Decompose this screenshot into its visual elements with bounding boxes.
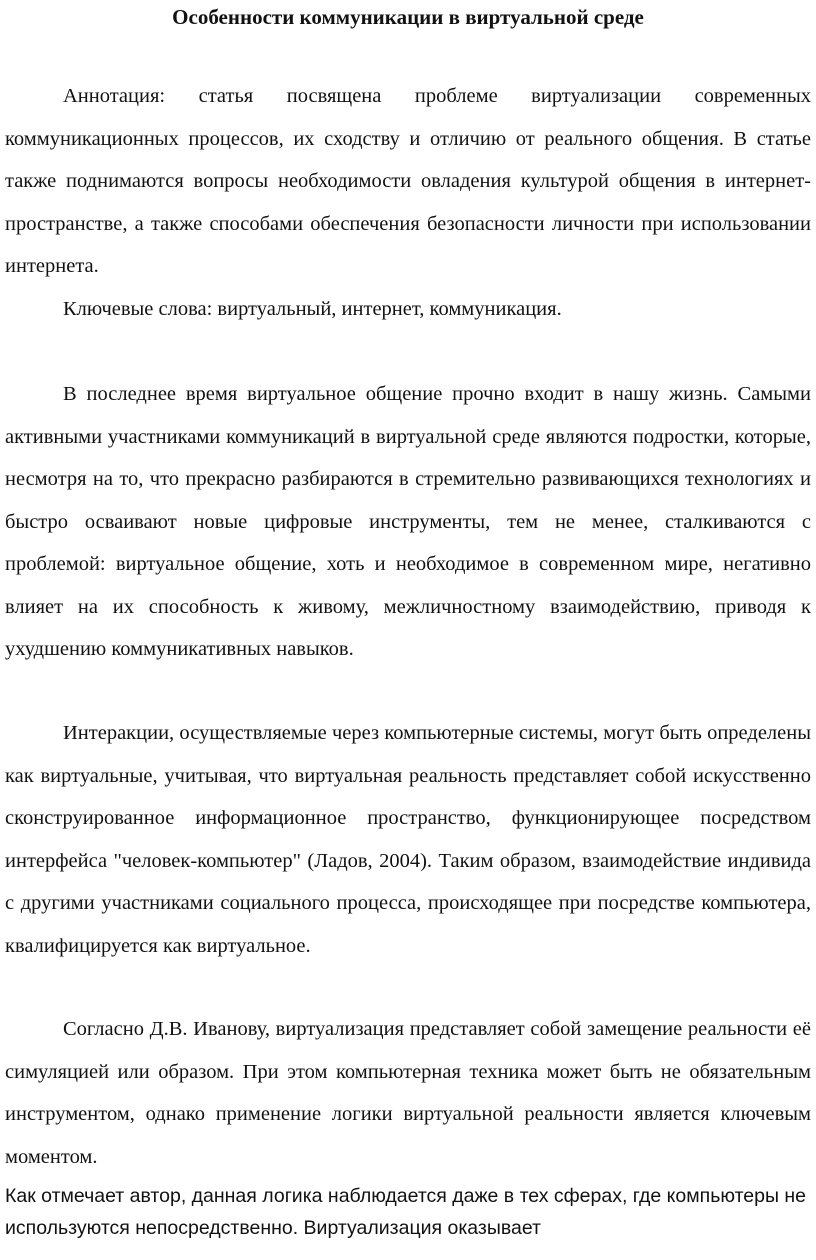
body-paragraph-2: Интеракции, осуществляемые через компьютерные системы, могут быть определены как виртуальные, учитывая, что виртуальная реальность представляет собой искусственно сконструированное информационное пространство, функционирующее посредством интерфейса "человек-компьютер" (Ладов, 2004). Таким образом, взаимодействие индивида с другими участниками социального процесса, происходящее при посредстве компьютера, квалифицируется как виртуальное. <box>5 722 811 957</box>
body-paragraph-1: В последнее время виртуальное общение прочно входит в нашу жизнь. Самыми активными участниками коммуникаций в виртуальной среде являются подростки, которые, несмотря на то, что прекрасно разбираются в стремительно развивающихся технологиях и быстро осваивают новые цифровые инструменты, тем не менее, сталкиваются с проблемой: виртуальное общение, хоть и необходимое в современном мире, негативно влияет на их способность к живому, межличностному взаимодействию, приводя к ухудшению коммуникативных навыков. <box>5 383 811 660</box>
final-paragraph: Как отмечает автор, данная логика наблюдается даже в тех сферах, где компьютеры не используются непосредственно. Виртуализация оказывает <box>5 1185 807 1239</box>
body-paragraph-3: Согласно Д.В. Иванову, виртуализация представляет собой замещение реальности её симуляцией или образом. При этом компьютерная техника может быть не обязательным инструментом, однако применение логики виртуальной реальности является ключевым моментом. <box>5 1018 811 1168</box>
document-title: Особенности коммуникации в виртуальной среде <box>172 5 644 29</box>
annotation-paragraph: Аннотация: статья посвящена проблеме виртуализации современных коммуникационных процессов, их сходству и отличию от реального общения. В статье также поднимаются вопросы необходимости овладения культурой общения в интернет-пространстве, а также способами обеспечения безопасности личности при использовании интернета. <box>5 85 811 277</box>
keywords-paragraph: Ключевые слова: виртуальный, интернет, коммуникация. <box>63 298 562 320</box>
